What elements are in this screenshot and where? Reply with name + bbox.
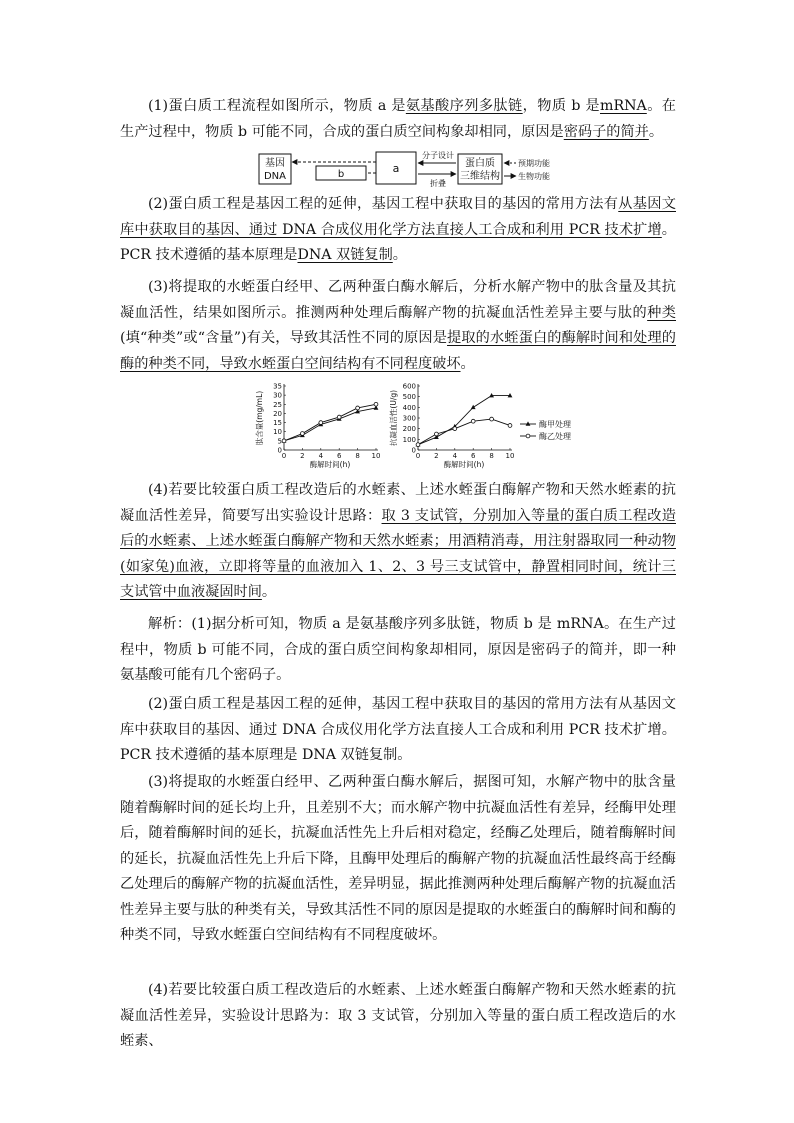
protein-label-1: 蛋白质	[465, 158, 495, 169]
q2-text-3: 。	[392, 247, 407, 263]
y-tick-label: 100	[402, 435, 416, 444]
x-tick-label: 0	[415, 452, 421, 460]
y-axis-label: 肽含量(mg/mL)	[255, 390, 264, 446]
x-tick-label: 10	[371, 452, 381, 460]
b-label: b	[337, 169, 345, 180]
data-point-circle	[471, 419, 475, 423]
y-tick-label: 30	[273, 391, 282, 400]
y-axis-label: 抗凝血活性(U/g)	[389, 389, 398, 447]
molecular-design-label: 分子设计	[422, 151, 454, 160]
peptide-content-chart	[254, 383, 380, 470]
analysis-1: 解析：(1)据分析可知，物质 a 是氨基酸序列多肽链，物质 b 是 mRNA。在生产过程中，物质 b 可能不同，合成的蛋白质空间构象却相同，原因是密码子的简并，即一种氨基酸可能有几个密码子。	[120, 616, 676, 683]
q4-text-2: 。	[261, 584, 277, 600]
data-point-circle	[337, 415, 341, 419]
data-point-circle	[453, 427, 457, 431]
q2-text: (2)蛋白质工程是基因工程的延伸，基因工程中获取目的基因的常用方法有	[148, 196, 619, 212]
q1-text-2: ，物质 b 是	[522, 98, 600, 114]
data-point-circle	[490, 417, 494, 421]
x-tick-label: 6	[336, 452, 342, 460]
y-tick-label: 200	[402, 425, 416, 434]
a-label: a	[392, 162, 400, 175]
series-line	[284, 408, 376, 441]
y-tick-label: 35	[273, 382, 282, 391]
legend-label: 酶甲处理	[539, 420, 571, 429]
y-tick-label: 300	[402, 414, 416, 423]
hydrolysis-charts-figure	[252, 380, 602, 472]
x-tick-label: 8	[489, 452, 494, 460]
x-tick-label: 10	[505, 452, 515, 460]
analysis-4: (4)若要比较蛋白质工程改造后的水蛭素、上述水蛭蛋白酶解产物和天然水蛭素的抗凝血活性差异，实验设计思路为：取 3 支试管，分别加入等量的蛋白质工程改造后的水蛭素、	[120, 982, 676, 1049]
question-2	[120, 192, 676, 269]
y-tick-label: 20	[273, 409, 282, 418]
x-tick-label: 6	[470, 452, 476, 460]
q4-text: (4)若要比较蛋白质工程改造后的水蛭素、上述水蛭蛋白酶解产物和天然水蛭素的抗凝血活性差异，简要写出实验设计思路：	[120, 482, 676, 524]
q1-answer-reason: 密码子的简并	[563, 123, 649, 140]
q2-answer-methods: 从基因文库中获取目的基因、通过 DNA 合成仪用化学方法直接人工合成和利用 PCR 技术扩增	[120, 196, 676, 238]
data-point-triangle	[471, 405, 476, 409]
analysis-3: (3)将提取的水蛭蛋白经甲、乙两种蛋白酶水解后，据图可知，水解产物中的肽含量随着酶解时间的延长均上升，且差别不大；而水解产物中抗凝血活性有差异，经酶甲处理后，随着酶解时间的延长，抗凝血活性先上升后相对稳定，经酶乙处理后，随着酶解时间的延长，抗凝血活性先上升后下降，且酶甲处理后的酶解产物的抗凝血活性最终高于经酶乙处理后的酶解产物的抗凝血活性，差异明显，据此推测两种处理后酶解产物的抗凝血活性差异主要与肽的种类有关，导致其活性不同的原因是提取的水蛭蛋白的酶解时间和酶的种类不同，导致水蛭蛋白空间结构有不同程度破坏。	[120, 774, 676, 943]
x-tick-label: 2	[300, 452, 305, 460]
q3-answer-reason: 提取的水蛭蛋白的酶解时间和处理的酶的种类不同，导致水蛭蛋白空间结构有不同程度破坏	[120, 330, 676, 372]
q2-text-2: 。PCR 技术遵循的基本原理是	[120, 221, 676, 263]
y-tick-label: 0	[277, 446, 282, 455]
gene-dna-label-1: 基因	[265, 158, 285, 169]
q3-answer-type: 种类	[647, 304, 676, 321]
data-point-circle	[356, 406, 360, 410]
y-tick-label: 0	[411, 446, 416, 455]
q1-answer-a: 氨基酸序列多肽链	[405, 98, 523, 114]
q4-answer-design: 取 3 支试管，分别加入等量的蛋白质工程改造后的水蛭素、上述水蛭蛋白酶解产物和天然水蛭素；用酒精消毒，用注射器取同一种动物(如家兔)血液，立即将等量的血液加入 1、2、3 号三支试管中，静置相同时间，统计三支试管中血液凝固时间	[120, 507, 676, 600]
q1-text-4: 。	[648, 123, 664, 140]
bio-function-label: 生物功能	[518, 172, 550, 181]
y-tick-label: 15	[273, 419, 282, 428]
y-tick-label: 500	[402, 393, 416, 402]
x-axis-label: 酶解时间(h)	[309, 460, 351, 469]
data-point-circle	[319, 421, 323, 425]
folding-label: 折叠	[430, 179, 446, 188]
data-point-circle	[416, 443, 420, 447]
q3-text-3: 。	[460, 355, 475, 372]
x-tick-label: 8	[355, 452, 360, 460]
q2-answer-principle: DNA 双链复制	[297, 247, 393, 263]
x-axis-label: 酶解时间(h)	[443, 460, 485, 469]
anticoagulant-activity-chart	[388, 383, 514, 470]
question-3	[120, 275, 676, 377]
protein-label-2: 三维结构	[460, 171, 500, 182]
data-point-circle	[374, 402, 378, 406]
x-tick-label: 2	[434, 452, 439, 460]
question-1	[120, 94, 676, 145]
y-tick-label: 5	[277, 437, 282, 446]
question-4	[120, 478, 676, 606]
x-tick-label: 0	[281, 452, 287, 460]
y-tick-label: 600	[402, 382, 416, 391]
protein-engineering-flow-diagram	[258, 150, 568, 190]
chart-legend	[520, 419, 571, 441]
data-point-circle	[435, 432, 439, 436]
y-tick-label: 400	[402, 403, 416, 412]
analysis-2: (2)蛋白质工程是基因工程的延伸，基因工程中获取目的基因的常用方法有从基因文库中获取目的基因、通过 DNA 合成仪用化学方法直接人工合成和利用 PCR 技术扩增。PCR 技术遵循的基本原理是 DNA 双链复制。	[120, 696, 676, 763]
series-line	[284, 404, 376, 441]
legend-circle	[526, 434, 530, 438]
q3-text-2: (填“种类”或“含量”)有关，导致其活性不同的原因是	[120, 330, 448, 346]
gene-dna-label-2: DNA	[263, 171, 287, 182]
x-tick-label: 4	[318, 452, 324, 460]
y-tick-label: 25	[273, 400, 282, 409]
data-point-circle	[301, 432, 305, 436]
expected-function-label: 预期功能	[518, 159, 550, 168]
x-tick-label: 4	[452, 452, 458, 460]
q1-text-3: 。在生产过程中，物质 b 可能不同，合成的蛋白质空间构象却相同，原因是	[120, 98, 676, 140]
y-tick-label: 10	[273, 428, 282, 437]
data-point-circle	[508, 424, 512, 428]
legend-label: 酶乙处理	[539, 432, 571, 441]
q1-answer-b: mRNA	[599, 98, 647, 114]
series-line	[418, 419, 510, 445]
series-line	[418, 396, 510, 445]
q1-text: (1)蛋白质工程流程如图所示，物质 a 是	[148, 98, 406, 114]
q3-text: (3)将提取的水蛭蛋白经甲、乙两种蛋白酶水解后，分析水解产物中的肽含量及其抗凝血活性，结果如图所示。推测两种处理后酶解产物的抗凝血活性差异主要与肽的	[120, 279, 676, 321]
data-point-circle	[282, 439, 286, 443]
